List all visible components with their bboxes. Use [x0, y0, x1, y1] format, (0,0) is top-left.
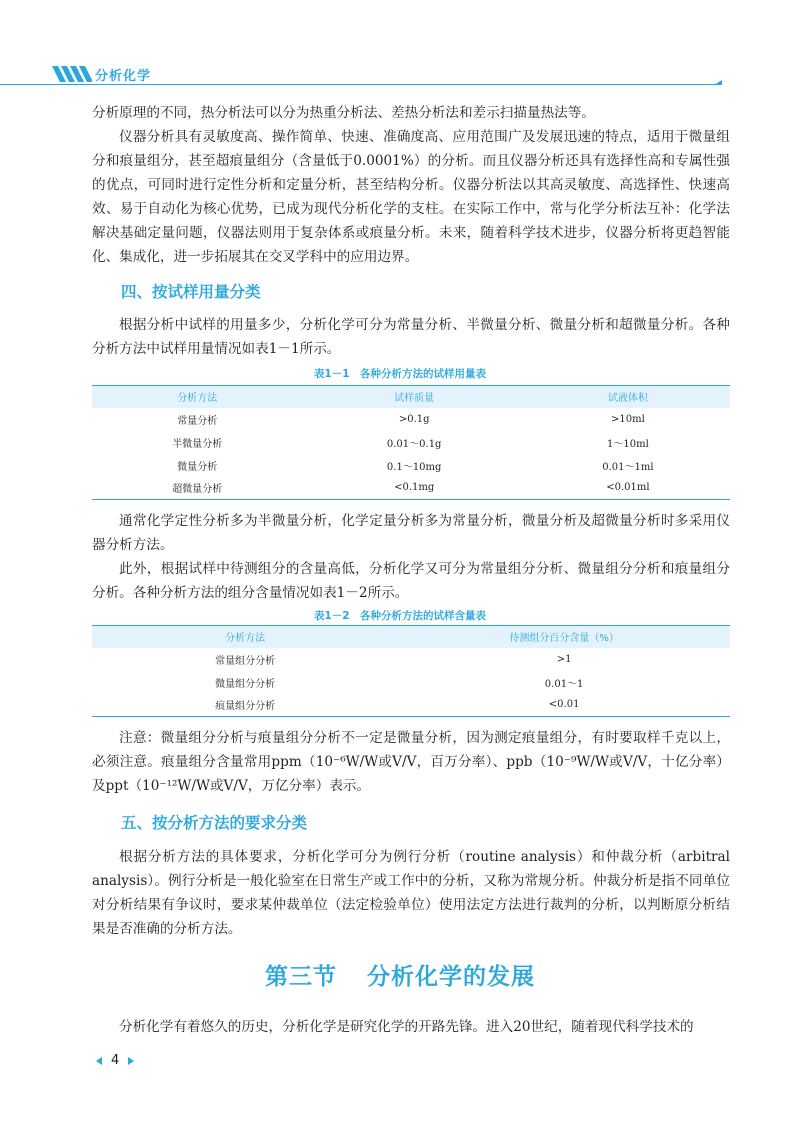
page-number: 4 [111, 1053, 120, 1068]
table-header-cell: 待测组分百分含量（%） [398, 626, 730, 648]
table-cell: >10ml [611, 413, 645, 425]
triangle-right-icon [128, 1057, 134, 1065]
triangle-left-icon [96, 1057, 102, 1065]
table-row [92, 431, 730, 454]
table-cell: <0.01 [398, 694, 730, 717]
table-row [92, 477, 730, 500]
table-row [92, 454, 730, 477]
table-cell: 痕量组分分析 [92, 694, 398, 717]
paragraph-instrumental-analysis: 仪器分析具有灵敏度高、操作简单、快速、准确度高、应用范围广及发展迅速的特点，适用于微量组分和痕量组分，甚至超痕量组分（含量低于0.0001%）的分析。而且仪器分析还具有选择性高和专属性强的优点，可同时进行定性分析和定量分析，甚至结构分析。仪器分析法以其高灵敏度、高选择性、快速高效、易于自动化为核心优势，已成为现代分析化学的支柱。在实际工作中，常与化学分析法互补：化学法解决基础定量问题，仪器法则用于复杂体系或痕量分析。未来，随着科学技术进步，仪器分析将更趋智能化、集成化，进一步拓展其在交叉学科中的应用边界。 [92, 129, 730, 265]
table-cell: 0.01～1ml [602, 461, 654, 473]
table-header-cell: 分析方法 [92, 626, 398, 648]
page-header [0, 0, 800, 95]
header-rule [0, 84, 718, 85]
table1-caption: 表1－1 各种分析方法的试样用量表 [313, 368, 487, 380]
paragraph-trace-note: 注意：微量组分分析与痕量组分分析不一定是微量分析，因为测定痕量组分，有时要取样千克以上，必须注意。痕量组分含量常用ppm（10⁻⁶W/W或V/V，百万分率）、ppb（10⁻⁹W/W或V/V，十亿分率）及ppt（10⁻¹²W/W或V/V，万亿分率）表示。 [92, 730, 730, 794]
table-cell: >0.1g [398, 413, 430, 425]
table-header-cell: 试样质量 [303, 386, 526, 408]
paragraph-routine-arbitral: 根据分析方法的具体要求，分析化学可分为例行分析（routine analysis）和仲裁分析（arbitral analysis）。例行分析是一般化验室在日常生产或工作中的分析，又称为常规分析。仲裁分析是指不同单位对分析结果有争议时，要求某仲裁单位（法定检验单位）使用法定方法进行裁判的分析，以判断原分析结果是否准确的分析方法。 [92, 849, 730, 937]
table-row [92, 408, 730, 431]
table-header-cell: 试液体积 [526, 386, 730, 408]
section-heading-method-requirement: 五、按分析方法的要求分类 [121, 814, 308, 832]
table-cell: 半微量分析 [172, 438, 223, 450]
page-footer [96, 1053, 134, 1068]
chapter-heading [0, 958, 800, 991]
table-cell: <0.01ml [526, 477, 730, 500]
paragraph-history: 分析化学有着悠久的历史，分析化学是研究化学的开路先锋。进入20世纪，随着现代科学技术的 [119, 1019, 694, 1035]
table-row [92, 671, 730, 694]
section-heading-sample-amount: 四、按试样用量分类 [121, 283, 261, 301]
table-cell: 微量分析 [177, 461, 218, 473]
paragraph-qualitative-quantitative: 通常化学定性分析多为半微量分析，化学定量分析多为常量分析，微量分析及超微量分析时多采用仪器分析方法。 [92, 513, 730, 553]
table-header-row [92, 626, 730, 648]
table-row [92, 648, 730, 671]
table-cell: <0.1mg [303, 477, 526, 500]
table-cell: 微量组分分析 [215, 678, 276, 690]
paragraph-continued: 分析原理的不同，热分析法可以分为热重分析法、差热分析法和差示扫描量热法等。 [92, 105, 595, 121]
table-cell: 0.1～10mg [386, 461, 442, 473]
paragraph-component-content: 此外，根据试样中待测组分的含量高低，分析化学又可分为常量组分分析、微量组分分析和痕量组分分析。各种分析方法的组分含量情况如表1－2所示。 [92, 561, 730, 601]
table-cell: 常量组分分析 [215, 655, 276, 667]
table-header-row [92, 386, 730, 408]
table-header-cell: 分析方法 [92, 386, 303, 408]
table-cell: 1～10ml [607, 438, 649, 450]
table-cell: 常量分析 [177, 415, 218, 427]
table-cell: 超微量分析 [92, 477, 303, 500]
chapter-number: 第三节 [265, 963, 337, 990]
table2-caption: 表1－2 各种分析方法的试样含量表 [313, 610, 487, 622]
table1-sample-amount [92, 385, 730, 500]
header-stripes-decoration [0, 66, 92, 82]
header-rule-arrow-icon [714, 80, 722, 85]
paragraph-sample-amount: 根据分析中试样的用量多少，分析化学可分为常量分析、半微量分析、微量分析和超微量分析。各种分析方法中试样用量情况如表1－1所示。 [92, 317, 730, 357]
chapter-title: 分析化学的发展 [367, 963, 535, 990]
table-cell: 0.01～1 [544, 678, 584, 690]
running-title: 分析化学 [95, 69, 152, 84]
table-cell: 0.01～0.1g [386, 438, 442, 450]
table-cell: >1 [556, 653, 572, 665]
table2-component-content [92, 625, 730, 717]
table-row [92, 694, 730, 717]
